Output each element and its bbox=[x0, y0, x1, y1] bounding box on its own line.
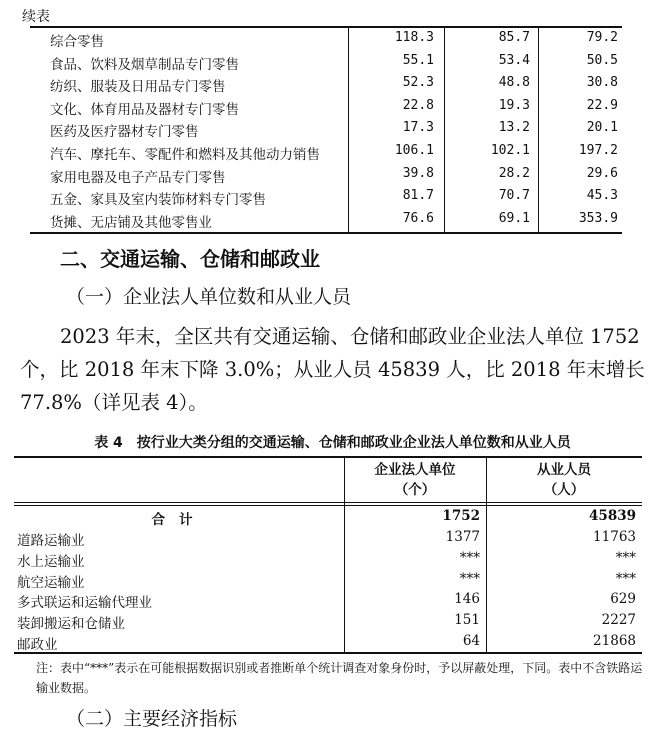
row-value-3: 22.9 bbox=[586, 97, 618, 113]
row-value-2: 53.4 bbox=[498, 52, 530, 68]
table4-caption: 表 4 按行业大类分组的交通运输、仓储和邮政业企业法人单位数和从业人员 bbox=[94, 435, 571, 451]
row-name: 装卸搬运和仓储业 bbox=[17, 616, 125, 633]
table-row bbox=[14, 610, 642, 631]
row-value-2: 102.1 bbox=[490, 143, 530, 158]
table-row bbox=[14, 569, 642, 590]
row-persons: 629 bbox=[610, 591, 636, 608]
table-row bbox=[30, 72, 622, 95]
row-value-2: 48.8 bbox=[498, 75, 530, 91]
table-row bbox=[30, 140, 622, 163]
subsection-title-2: （二）主要经济指标 bbox=[66, 708, 238, 730]
row-value-1: 39.8 bbox=[402, 165, 434, 181]
table-row bbox=[14, 548, 642, 569]
row-value-3: 29.6 bbox=[586, 165, 618, 181]
table-row bbox=[14, 527, 642, 548]
row-value-2: 19.3 bbox=[498, 97, 530, 113]
row-value-1: 81.7 bbox=[402, 188, 434, 204]
row-value-2: 70.7 bbox=[498, 188, 530, 204]
row-name: 汽车、摩托车、零配件和燃料及其他动力销售 bbox=[50, 147, 320, 163]
table-row bbox=[14, 631, 642, 652]
row-persons: 45839 bbox=[589, 508, 636, 524]
row-value-1: 22.8 bbox=[402, 97, 434, 113]
table-note: 注：表中“***”表示在可能根据数据识别或者推断单个统计调查对象身份时，予以屏蔽处理，下同。表中不含铁路运输业数据。 bbox=[36, 661, 643, 695]
table-row bbox=[14, 589, 642, 610]
table-row bbox=[30, 163, 622, 186]
row-persons: *** bbox=[615, 570, 636, 587]
row-value-3: 79.2 bbox=[586, 30, 618, 45]
row-units: *** bbox=[459, 570, 480, 587]
continuation-table bbox=[30, 26, 622, 234]
row-persons: 11763 bbox=[593, 529, 636, 545]
paragraph-text: 2023 年末，全区共有交通运输、仓储和邮政业企业法人单位 1752 个，比 2018 年末下降 3.0%；从业人员 45839 人，比 2018 年末增长 77.8%（详见表 4）。 bbox=[20, 325, 645, 414]
row-units: 1752 bbox=[442, 508, 480, 524]
row-value-2: 13.2 bbox=[498, 120, 530, 136]
section-title: 二、交通运输、仓储和邮政业 bbox=[60, 247, 320, 271]
row-persons: *** bbox=[615, 549, 636, 566]
row-name: 五金、家具及室内装饰材料专门零售 bbox=[50, 192, 266, 209]
row-value-2: 69.1 bbox=[498, 210, 530, 226]
body-paragraph bbox=[20, 320, 645, 419]
row-name: 道路运输业 bbox=[17, 533, 85, 549]
row-value-2: 85.7 bbox=[498, 30, 530, 45]
row-units: *** bbox=[459, 549, 480, 566]
row-persons: 2227 bbox=[601, 612, 636, 629]
row-value-3: 353.9 bbox=[578, 210, 618, 226]
row-value-3: 45.3 bbox=[586, 188, 618, 204]
row-value-1: 52.3 bbox=[402, 75, 434, 91]
row-value-3: 50.5 bbox=[586, 52, 618, 68]
table4 bbox=[14, 456, 642, 654]
row-name: 合计 bbox=[151, 512, 207, 528]
row-name: 邮政业 bbox=[17, 637, 58, 653]
row-units: 64 bbox=[462, 633, 480, 649]
table-bottom-rule bbox=[30, 232, 622, 234]
col1-header-unit: （个） bbox=[394, 482, 436, 498]
row-name: 文化、体育用品及器材专门零售 bbox=[50, 101, 239, 118]
table-row bbox=[30, 95, 622, 118]
row-value-2: 28.2 bbox=[498, 165, 530, 181]
row-name: 医药及医疗器材专门零售 bbox=[50, 124, 199, 141]
table-row-total bbox=[14, 506, 642, 527]
row-value-1: 17.3 bbox=[402, 120, 434, 136]
row-name: 纺织、服装及日用品专门零售 bbox=[50, 79, 226, 96]
table-row bbox=[30, 185, 622, 208]
row-units: 151 bbox=[454, 612, 480, 629]
subsection-title-1: （一）企业法人单位数和从业人员 bbox=[66, 286, 352, 308]
table-row bbox=[30, 50, 622, 73]
table-row bbox=[30, 27, 622, 50]
row-units: 1377 bbox=[445, 529, 480, 545]
table-row bbox=[30, 117, 622, 140]
row-name: 家用电器及电子产品专门零售 bbox=[50, 169, 226, 186]
row-value-1: 55.1 bbox=[402, 52, 434, 68]
row-value-1: 118.3 bbox=[394, 30, 434, 45]
row-name: 多式联运和运输代理业 bbox=[17, 595, 152, 612]
continuation-label: 续表 bbox=[22, 9, 50, 25]
row-name: 食品、饮料及烟草制品专门零售 bbox=[50, 56, 239, 73]
row-name: 货摊、无店铺及其他零售业 bbox=[50, 214, 212, 231]
row-name: 综合零售 bbox=[50, 34, 104, 50]
col2-header-unit: （人） bbox=[543, 482, 585, 498]
row-value-1: 76.6 bbox=[402, 210, 434, 226]
row-name: 航空运输业 bbox=[17, 574, 85, 591]
row-name: 水上运输业 bbox=[17, 553, 85, 570]
col2-header-label: 从业人员 bbox=[537, 462, 591, 478]
table-row bbox=[30, 208, 622, 231]
table-top-rule bbox=[14, 456, 642, 458]
row-value-3: 30.8 bbox=[586, 75, 618, 91]
row-value-1: 106.1 bbox=[394, 143, 434, 158]
header-rule bbox=[14, 502, 642, 503]
row-value-3: 197.2 bbox=[578, 143, 618, 158]
col1-header-label: 企业法人单位 bbox=[374, 462, 456, 478]
col1-header bbox=[344, 460, 486, 500]
row-persons: 21868 bbox=[593, 633, 636, 649]
col2-header bbox=[486, 460, 642, 500]
row-units: 146 bbox=[454, 591, 480, 608]
table-bottom-rule bbox=[14, 652, 642, 654]
row-value-3: 20.1 bbox=[586, 120, 618, 136]
